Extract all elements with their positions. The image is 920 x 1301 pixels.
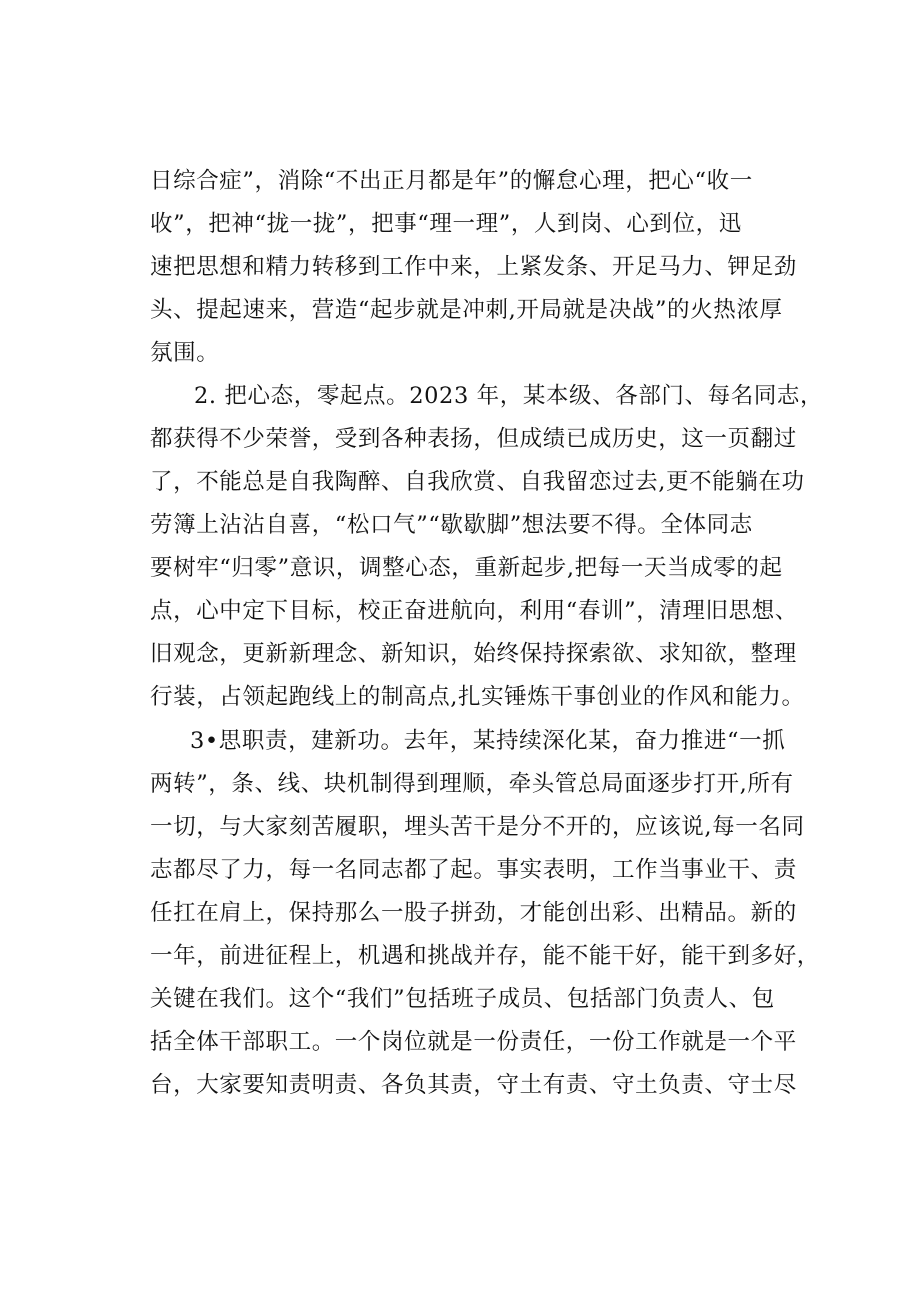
text-line: 志都尽了力，每一名同志都了起。事实表明，工作当事业干、责 (150, 857, 797, 883)
text-line: 一年，前进征程上，机遇和挑战并存，能不能干好，能干到多好， (150, 943, 820, 969)
text-line: 头、提起速来，营造“起步就是冲刺,开局就是决战”的火热浓厚 (150, 297, 783, 323)
text-line: 都获得不少荣誉，受到各种表扬，但成绩已成历史，这一页翻过 (150, 426, 797, 452)
text-line: 旧观念，更新新理念、新知识，始终保持探索欲、求知欲，整理 (150, 641, 797, 667)
text-line: 点，心中定下目标，校正奋进航向，利用“春训”，清理旧思想、 (150, 598, 798, 624)
text-line: 一切，与大家刻苦履职，埋头苦干是分不开的，应该说,每一名同 (150, 814, 805, 840)
text-line: 氛围。 (150, 340, 220, 366)
text-line: 关键在我们。这个“我们”包括班子成员、包括部门负责人、包 (150, 986, 775, 1012)
text-line: 了，不能总是自我陶醉、自我欣赏、自我留恋过去,更不能躺在功 (150, 469, 805, 495)
text-line: 括全体干部职工。一个岗位就是一份责任，一份工作就是一个平 (150, 1029, 797, 1055)
text-line: 行装，占领起跑线上的制高点,扎实锤炼干事创业的作风和能力。 (150, 684, 805, 710)
text-line: 劳簿上沾沾自喜，“松口气”“歇歇脚”想法要不得。全体同志 (150, 512, 753, 538)
text-line: 两转”，条、线、块机制得到理顺，牵头管总局面逐步打开,所有 (150, 771, 794, 797)
text-line: 要树牢“归零”意识，调整心态，重新起步,把每一天当成零的起 (150, 555, 783, 581)
paragraph-3-heading-line: 3•思职责，建新功。去年，某持续深化某，奋力推进“一抓 (190, 728, 786, 754)
paragraph-2-heading-line: 2. 把心态，零起点。2023 年，某本级、各部门、每名同志， (194, 383, 824, 409)
text-line: 速把思想和精力转移到工作中来，上紧发条、开足马力、钾足劲 (150, 254, 797, 280)
text-line: 日综合症”，消除“不出正月都是年”的懈怠心理，把心“收一 (150, 168, 753, 194)
text-line: 任扛在肩上，保持那么一股子拼劲，才能创出彩、出精品。新的 (150, 900, 797, 926)
text-line: 收”，把神“拢一拢”，把事“理一理”，人到岗、心到位，迅 (150, 211, 742, 237)
text-line: 台，大家要知责明责、各负其责，守土有责、守土负责、守士尽 (150, 1072, 797, 1098)
